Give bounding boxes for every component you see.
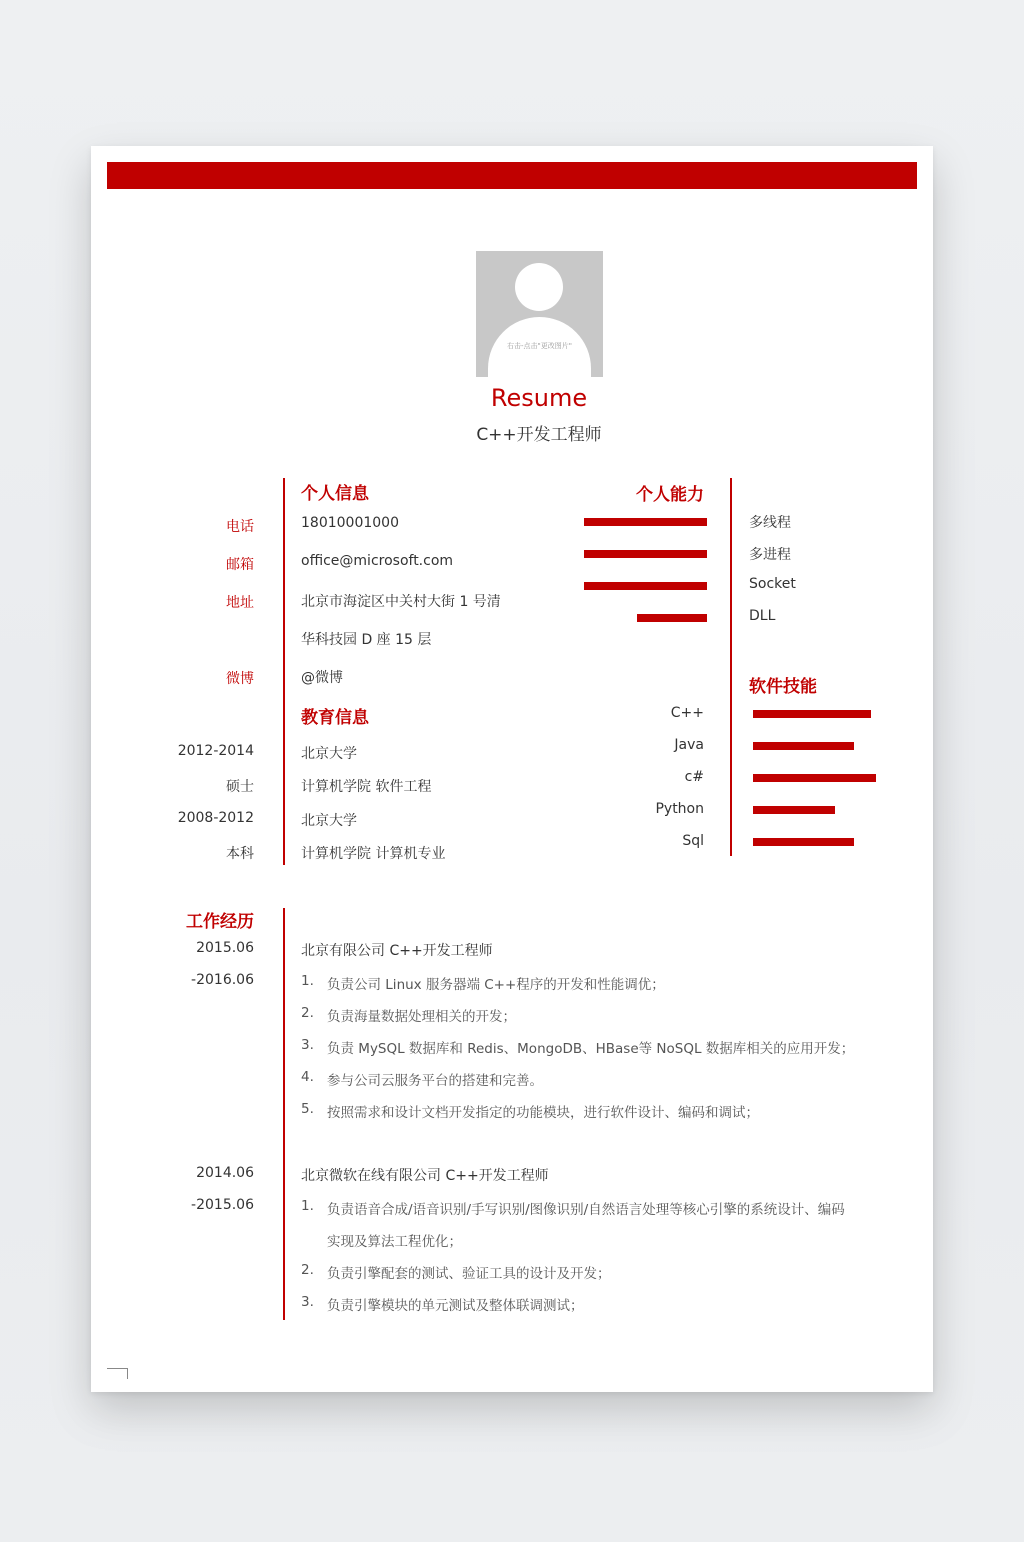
- duty-text: 参与公司云服务平台的搭建和完善。: [327, 1073, 543, 1089]
- profile-photo-placeholder[interactable]: [476, 251, 603, 377]
- software-label: Java: [674, 737, 704, 753]
- software-bar: [753, 742, 854, 750]
- top-accent-bar: [107, 162, 917, 189]
- edu-major: 计算机学院 计算机专业: [301, 846, 446, 862]
- job-company-title: 北京微软在线有限公司 C++开发工程师: [301, 1168, 549, 1184]
- edu-school: 北京大学: [301, 746, 357, 762]
- duty-text: 负责海量数据处理相关的开发；: [327, 1009, 516, 1025]
- weibo-label: 微博: [226, 671, 254, 687]
- ability-bar: [637, 614, 707, 622]
- ability-bar: [584, 518, 707, 526]
- duty-text-continued: 实现及算法工程优化；: [327, 1234, 462, 1250]
- duty-number: 3.: [301, 1037, 314, 1053]
- duty-text: 负责引擎配套的测试、验证工具的设计及开发；: [327, 1266, 611, 1282]
- edu-degree: 硕士: [226, 779, 254, 795]
- job-company-title: 北京有限公司 C++开发工程师: [301, 943, 493, 959]
- address-line-1: 北京市海淀区中关村大街 1 号清: [301, 594, 501, 610]
- email-label: 邮箱: [226, 557, 254, 573]
- job-end: -2015.06: [191, 1197, 254, 1213]
- personal-info-heading: 个人信息: [301, 484, 369, 504]
- software-label: c#: [684, 769, 704, 785]
- software-bar: [753, 710, 871, 718]
- duty-text: 按照需求和设计文档开发指定的功能模块，进行软件设计、编码和调试；: [327, 1105, 759, 1121]
- right-divider: [730, 478, 732, 856]
- job-end: -2016.06: [191, 972, 254, 988]
- duty-text: 负责 MySQL 数据库和 Redis、MongoDB、HBase等 NoSQL 数据库相关的应用开发；: [327, 1041, 855, 1057]
- address-label: 地址: [226, 595, 254, 611]
- ability-label: 多进程: [749, 547, 791, 563]
- software-label: Python: [655, 801, 704, 817]
- edu-degree: 本科: [226, 846, 254, 862]
- duty-text: 负责引擎模块的单元测试及整体联调测试；: [327, 1298, 584, 1314]
- email-value: office@microsoft.com: [301, 553, 454, 569]
- page-corner-mark: [107, 1368, 128, 1379]
- edu-period: 2008-2012: [177, 810, 254, 826]
- software-bar: [753, 774, 876, 782]
- job-start: 2014.06: [196, 1165, 254, 1181]
- duty-number: 2.: [301, 1005, 314, 1021]
- ability-label: DLL: [749, 608, 776, 624]
- left-divider: [283, 478, 285, 865]
- edu-period: 2012-2014: [177, 743, 254, 759]
- duty-text: 负责公司 Linux 服务器端 C++程序的开发和性能调优；: [327, 977, 665, 993]
- phone-label: 电话: [226, 519, 254, 535]
- software-label: C++: [670, 705, 704, 721]
- work-heading: 工作经历: [186, 912, 254, 932]
- resume-title: Resume: [490, 384, 588, 412]
- duty-number: 1.: [301, 1198, 314, 1214]
- software-bar: [753, 806, 835, 814]
- edu-major: 计算机学院 软件工程: [301, 779, 432, 795]
- duty-number: 4.: [301, 1069, 314, 1085]
- duty-number: 1.: [301, 973, 314, 989]
- duty-number: 3.: [301, 1294, 314, 1310]
- ability-bar: [584, 550, 707, 558]
- duty-number: 2.: [301, 1262, 314, 1278]
- ability-label: Socket: [749, 576, 796, 592]
- resume-page: [91, 146, 933, 1392]
- weibo-value: @微博: [301, 670, 343, 686]
- address-line-2: 华科技园 D 座 15 层: [301, 632, 432, 648]
- software-label: Sql: [682, 833, 704, 849]
- job-title: C++开发工程师: [476, 425, 602, 445]
- avatar-head-icon: [515, 263, 563, 311]
- software-bar: [753, 838, 854, 846]
- education-heading: 教育信息: [301, 708, 369, 728]
- duty-text: 负责语音合成/语音识别/手写识别/图像识别/自然语言处理等核心引擎的系统设计、编码: [327, 1202, 845, 1218]
- abilities-heading: 个人能力: [636, 485, 704, 505]
- phone-value: 18010001000: [301, 515, 399, 531]
- photo-hint: 右击-点击"更改图片": [507, 342, 572, 350]
- duty-number: 5.: [301, 1101, 314, 1117]
- work-divider: [283, 908, 285, 1320]
- software-heading: 软件技能: [749, 677, 817, 697]
- job-start: 2015.06: [196, 940, 254, 956]
- ability-bar: [584, 582, 707, 590]
- edu-school: 北京大学: [301, 813, 357, 829]
- ability-label: 多线程: [749, 515, 791, 531]
